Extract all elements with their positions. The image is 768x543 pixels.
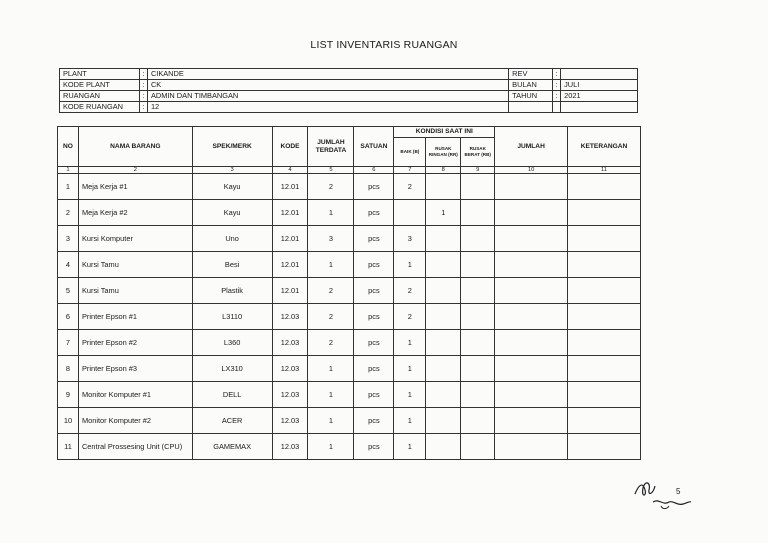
cell-kode: 12.01 — [272, 278, 308, 304]
cell-spek-merk: GAMEMAX — [192, 434, 272, 460]
cell-no: 7 — [58, 330, 79, 356]
info-label: REV — [509, 69, 553, 80]
cell-nama-barang: Kursi Komputer — [78, 226, 192, 252]
cell-satuan: pcs — [354, 304, 394, 330]
cell-satuan: pcs — [354, 226, 394, 252]
info-label: KODE RUANGAN — [60, 102, 140, 113]
cell-baik: 1 — [394, 356, 426, 382]
column-number: 4 — [272, 167, 308, 174]
inventory-table — [57, 126, 641, 460]
column-number: 7 — [394, 167, 426, 174]
cell-no: 6 — [58, 304, 79, 330]
cell-jumlah — [495, 304, 568, 330]
cell-satuan: pcs — [354, 434, 394, 460]
info-colon: : — [553, 91, 561, 102]
header-jumlah: JUMLAH — [495, 127, 568, 167]
cell-spek-merk: L3110 — [192, 304, 272, 330]
cell-keterangan — [568, 226, 641, 252]
table-row — [58, 434, 641, 460]
cell-jumlah-terdata: 1 — [308, 356, 354, 382]
table-row — [58, 330, 641, 356]
cell-satuan: pcs — [354, 408, 394, 434]
table-row — [58, 226, 641, 252]
info-label: KODE PLANT — [60, 80, 140, 91]
cell-rusak-berat — [461, 304, 495, 330]
cell-jumlah — [495, 330, 568, 356]
cell-nama-barang: Meja Kerja #1 — [78, 174, 192, 200]
cell-rusak-ringan — [426, 434, 461, 460]
cell-no: 5 — [58, 278, 79, 304]
cell-satuan: pcs — [354, 382, 394, 408]
info-label: PLANT — [60, 69, 140, 80]
cell-rusak-berat — [461, 330, 495, 356]
cell-keterangan — [568, 382, 641, 408]
header-satuan: SATUAN — [354, 127, 394, 167]
info-value: CK — [147, 80, 508, 91]
cell-rusak-berat — [461, 278, 495, 304]
info-label: BULAN — [509, 80, 553, 91]
cell-no: 3 — [58, 226, 79, 252]
cell-jumlah — [495, 174, 568, 200]
cell-baik: 1 — [394, 434, 426, 460]
cell-spek-merk: Kayu — [192, 200, 272, 226]
cell-jumlah-terdata: 1 — [308, 200, 354, 226]
cell-rusak-ringan — [426, 304, 461, 330]
cell-spek-merk: DELL — [192, 382, 272, 408]
cell-nama-barang: Kursi Tamu — [78, 252, 192, 278]
info-label: TAHUN — [509, 91, 553, 102]
cell-no: 10 — [58, 408, 79, 434]
cell-keterangan — [568, 252, 641, 278]
cell-nama-barang: Meja Kerja #2 — [78, 200, 192, 226]
header-kode: KODE — [272, 127, 308, 167]
header-nama-barang: NAMA BARANG — [78, 127, 192, 167]
cell-kode: 12.01 — [272, 252, 308, 278]
header-rusak-ringan: RUSAK RINGAN (RR) — [426, 138, 461, 167]
column-number: 11 — [568, 167, 641, 174]
cell-satuan: pcs — [354, 252, 394, 278]
cell-rusak-berat — [461, 382, 495, 408]
info-colon: : — [139, 91, 147, 102]
cell-jumlah-terdata: 1 — [308, 408, 354, 434]
cell-rusak-ringan — [426, 278, 461, 304]
cell-keterangan — [568, 330, 641, 356]
cell-baik: 2 — [394, 174, 426, 200]
cell-jumlah — [495, 252, 568, 278]
cell-no: 1 — [58, 174, 79, 200]
info-value: 2021 — [561, 91, 638, 102]
info-row — [60, 80, 638, 91]
cell-rusak-berat — [461, 408, 495, 434]
table-row — [58, 408, 641, 434]
header-keterangan: KETERANGAN — [568, 127, 641, 167]
column-number: 8 — [426, 167, 461, 174]
cell-rusak-ringan — [426, 226, 461, 252]
cell-jumlah — [495, 226, 568, 252]
cell-rusak-berat — [461, 200, 495, 226]
table-row — [58, 304, 641, 330]
info-value — [561, 102, 638, 113]
header-spek-merk: SPEK/MERK — [192, 127, 272, 167]
column-number: 6 — [354, 167, 394, 174]
cell-no: 11 — [58, 434, 79, 460]
column-number: 1 — [58, 167, 79, 174]
cell-keterangan — [568, 174, 641, 200]
cell-keterangan — [568, 200, 641, 226]
info-label: RUANGAN — [60, 91, 140, 102]
cell-rusak-berat — [461, 226, 495, 252]
info-colon: : — [553, 80, 561, 91]
cell-satuan: pcs — [354, 174, 394, 200]
cell-kode: 12.03 — [272, 330, 308, 356]
cell-nama-barang: Monitor Komputer #1 — [78, 382, 192, 408]
info-colon — [553, 102, 561, 113]
cell-baik: 1 — [394, 330, 426, 356]
header-kondisi: KONDISI SAAT INI — [394, 127, 495, 138]
info-colon: : — [139, 80, 147, 91]
cell-baik: 1 — [394, 382, 426, 408]
cell-kode: 12.03 — [272, 382, 308, 408]
column-number-row — [58, 167, 641, 174]
cell-rusak-ringan: 1 — [426, 200, 461, 226]
cell-keterangan — [568, 434, 641, 460]
cell-spek-merk: ACER — [192, 408, 272, 434]
cell-rusak-ringan — [426, 330, 461, 356]
cell-kode: 12.03 — [272, 304, 308, 330]
cell-jumlah — [495, 278, 568, 304]
cell-rusak-ringan — [426, 252, 461, 278]
cell-satuan: pcs — [354, 200, 394, 226]
cell-kode: 12.03 — [272, 356, 308, 382]
cell-nama-barang: Printer Epson #3 — [78, 356, 192, 382]
cell-kode: 12.01 — [272, 200, 308, 226]
cell-nama-barang: Monitor Komputer #2 — [78, 408, 192, 434]
cell-nama-barang: Central Prossesing Unit (CPU) — [78, 434, 192, 460]
column-number: 9 — [461, 167, 495, 174]
cell-baik: 2 — [394, 304, 426, 330]
cell-rusak-ringan — [426, 174, 461, 200]
column-number: 3 — [192, 167, 272, 174]
header-no: NO — [58, 127, 79, 167]
cell-nama-barang: Printer Epson #2 — [78, 330, 192, 356]
cell-kode: 12.03 — [272, 434, 308, 460]
cell-no: 2 — [58, 200, 79, 226]
cell-kode: 12.01 — [272, 226, 308, 252]
cell-rusak-ringan — [426, 382, 461, 408]
page-number: 5 — [676, 487, 681, 496]
cell-kode: 12.03 — [272, 408, 308, 434]
info-value — [561, 69, 638, 80]
cell-rusak-ringan — [426, 408, 461, 434]
cell-rusak-ringan — [426, 356, 461, 382]
cell-rusak-berat — [461, 434, 495, 460]
cell-jumlah — [495, 200, 568, 226]
cell-keterangan — [568, 304, 641, 330]
cell-kode: 12.01 — [272, 174, 308, 200]
table-row — [58, 278, 641, 304]
cell-spek-merk: Besi — [192, 252, 272, 278]
info-colon: : — [139, 102, 147, 113]
info-value: ADMIN DAN TIMBANGAN — [147, 91, 508, 102]
cell-rusak-berat — [461, 252, 495, 278]
cell-baik: 1 — [394, 252, 426, 278]
cell-spek-merk: L360 — [192, 330, 272, 356]
table-row — [58, 252, 641, 278]
cell-jumlah-terdata: 2 — [308, 174, 354, 200]
info-label — [509, 102, 553, 113]
table-row — [58, 356, 641, 382]
cell-spek-merk: Kayu — [192, 174, 272, 200]
column-number: 10 — [495, 167, 568, 174]
header-rusak-berat: RUSAK BERAT (RB) — [461, 138, 495, 167]
cell-keterangan — [568, 356, 641, 382]
cell-jumlah-terdata: 1 — [308, 252, 354, 278]
cell-baik: 2 — [394, 278, 426, 304]
table-row — [58, 174, 641, 200]
cell-jumlah-terdata: 1 — [308, 434, 354, 460]
column-number: 5 — [308, 167, 354, 174]
cell-baik: 3 — [394, 226, 426, 252]
cell-jumlah-terdata: 3 — [308, 226, 354, 252]
cell-jumlah-terdata: 2 — [308, 278, 354, 304]
cell-nama-barang: Kursi Tamu — [78, 278, 192, 304]
cell-jumlah-terdata: 1 — [308, 382, 354, 408]
cell-keterangan — [568, 408, 641, 434]
cell-jumlah-terdata: 2 — [308, 330, 354, 356]
info-value: JULI — [561, 80, 638, 91]
cell-satuan: pcs — [354, 330, 394, 356]
cell-keterangan — [568, 278, 641, 304]
cell-rusak-berat — [461, 356, 495, 382]
cell-jumlah — [495, 356, 568, 382]
column-number: 2 — [78, 167, 192, 174]
signature-image — [633, 476, 693, 521]
info-colon: : — [139, 69, 147, 80]
cell-jumlah — [495, 434, 568, 460]
cell-jumlah — [495, 408, 568, 434]
info-table — [59, 68, 638, 113]
header-jumlah-terdata: JUMLAH TERDATA — [308, 127, 354, 167]
cell-no: 4 — [58, 252, 79, 278]
header-baik: BAIK (B) — [394, 138, 426, 167]
cell-no: 8 — [58, 356, 79, 382]
info-colon: : — [553, 69, 561, 80]
info-value: CIKANDE — [147, 69, 508, 80]
cell-jumlah — [495, 382, 568, 408]
cell-rusak-berat — [461, 174, 495, 200]
cell-baik: 1 — [394, 408, 426, 434]
cell-spek-merk: Plastik — [192, 278, 272, 304]
cell-baik — [394, 200, 426, 226]
cell-no: 9 — [58, 382, 79, 408]
info-row — [60, 102, 638, 113]
cell-nama-barang: Printer Epson #1 — [78, 304, 192, 330]
cell-spek-merk: LX310 — [192, 356, 272, 382]
info-row — [60, 91, 638, 102]
cell-satuan: pcs — [354, 356, 394, 382]
cell-jumlah-terdata: 2 — [308, 304, 354, 330]
info-value: 12 — [147, 102, 508, 113]
cell-spek-merk: Uno — [192, 226, 272, 252]
info-row — [60, 69, 638, 80]
cell-satuan: pcs — [354, 278, 394, 304]
table-row — [58, 382, 641, 408]
page-title: LIST INVENTARIS RUANGAN — [310, 39, 458, 51]
table-row — [58, 200, 641, 226]
